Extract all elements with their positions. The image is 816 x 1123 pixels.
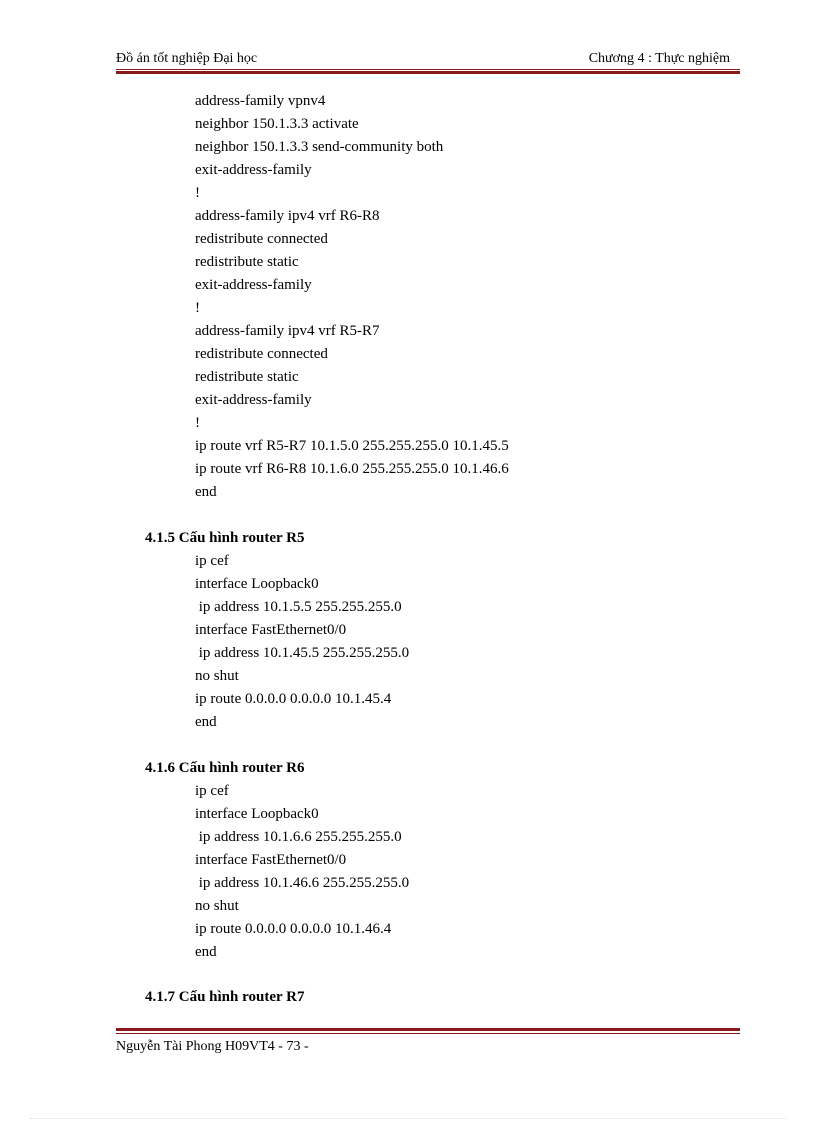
config-line: end xyxy=(195,484,217,500)
config-line: interface Loopback0 xyxy=(195,806,319,822)
section-heading-r6: 4.1.6 Cấu hình router R6 xyxy=(145,760,305,776)
config-line: no shut xyxy=(195,898,239,914)
config-line: redistribute static xyxy=(195,254,299,270)
config-line: exit-address-family xyxy=(195,392,312,408)
config-line: redistribute connected xyxy=(195,346,328,362)
config-line: ip address 10.1.46.6 255.255.255.0 xyxy=(195,875,410,891)
config-line: interface Loopback0 xyxy=(195,576,319,592)
footer-rule-thick xyxy=(116,1028,740,1031)
config-line: ip route vrf R5-R7 10.1.5.0 255.255.255.0 10.1.45.5 xyxy=(195,438,509,454)
config-line: end xyxy=(195,944,217,960)
config-line: ip cef xyxy=(195,553,229,569)
config-line: redistribute static xyxy=(195,369,299,385)
config-line: address-family ipv4 vrf R6-R8 xyxy=(195,208,380,224)
page-header-left: Đồ án tốt nghiệp Đại học xyxy=(116,51,258,66)
config-line: no shut xyxy=(195,668,239,684)
page-footer: Nguyễn Tài Phong H09VT4 - 73 - xyxy=(116,1039,309,1054)
config-line: ip route 0.0.0.0 0.0.0.0 10.1.46.4 xyxy=(195,921,392,937)
section-heading-r5: 4.1.5 Cấu hình router R5 xyxy=(145,530,305,546)
header-rule-thin xyxy=(116,69,740,70)
config-line: ip route 0.0.0.0 0.0.0.0 10.1.45.4 xyxy=(195,691,392,707)
config-line: exit-address-family xyxy=(195,277,312,293)
config-line: ! xyxy=(195,185,200,201)
config-line: ! xyxy=(195,415,200,431)
config-line: neighbor 150.1.3.3 send-community both xyxy=(195,139,444,155)
page-edge-dots xyxy=(30,1118,786,1120)
config-line: address-family vpnv4 xyxy=(195,93,326,109)
config-line: ip address 10.1.45.5 255.255.255.0 xyxy=(195,645,410,661)
config-line: interface FastEthernet0/0 xyxy=(195,852,347,868)
config-line: end xyxy=(195,714,217,730)
section-heading-r7: 4.1.7 Cấu hình router R7 xyxy=(145,989,305,1005)
footer-rule-thin xyxy=(116,1033,740,1034)
config-line: interface FastEthernet0/0 xyxy=(195,622,347,638)
config-line: ip route vrf R6-R8 10.1.6.0 255.255.255.0 10.1.46.6 xyxy=(195,461,509,477)
header-rule-thick xyxy=(116,71,740,74)
config-line: ip cef xyxy=(195,783,229,799)
config-line: redistribute connected xyxy=(195,231,328,247)
config-line: ip address 10.1.5.5 255.255.255.0 xyxy=(195,599,402,615)
config-line: neighbor 150.1.3.3 activate xyxy=(195,116,359,132)
config-line: ! xyxy=(195,300,200,316)
config-line: ip address 10.1.6.6 255.255.255.0 xyxy=(195,829,402,845)
config-line: exit-address-family xyxy=(195,162,312,178)
config-line: address-family ipv4 vrf R5-R7 xyxy=(195,323,380,339)
page-header-right: Chương 4 : Thực nghiệm xyxy=(588,51,730,66)
